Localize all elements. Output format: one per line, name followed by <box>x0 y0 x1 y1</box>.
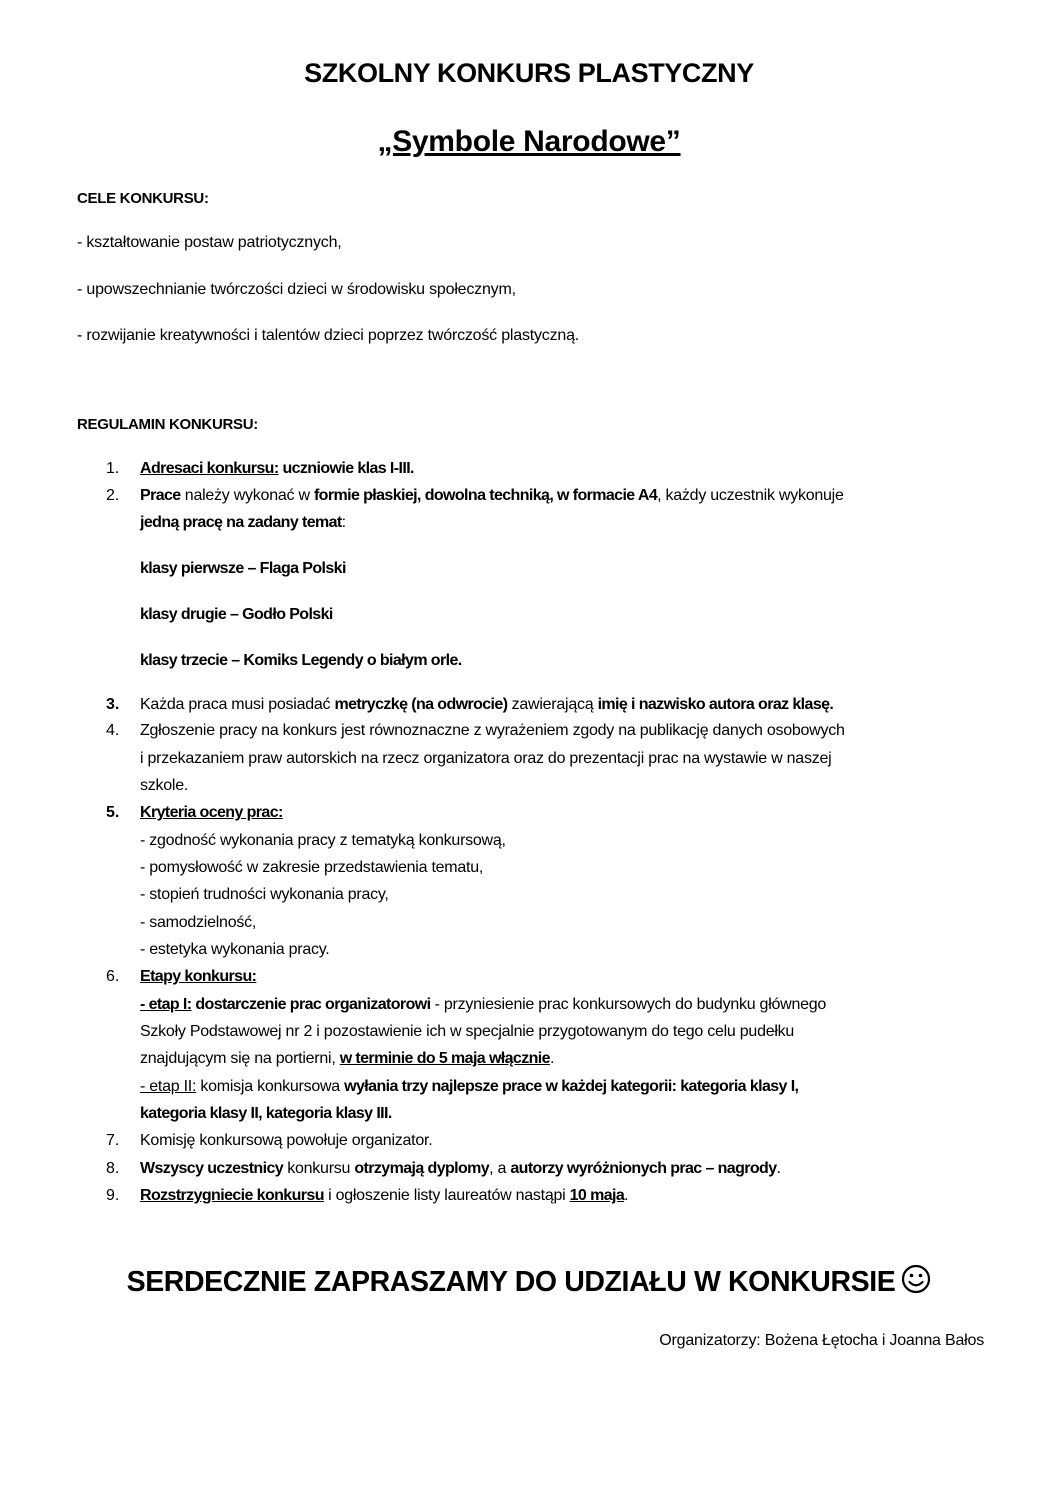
rule-number: 5. <box>106 804 120 821</box>
rule-2-part: , każdy uczestnik wykonuje <box>657 487 844 504</box>
rule-8-part: , a <box>489 1160 511 1177</box>
page-title: SZKOLNY KONKURS PLASTYCZNY <box>304 58 754 88</box>
theme-class-1: klasy pierwsze – Flaga Polski <box>140 560 346 577</box>
stage-1-line-2: Szkoły Podstawowej nr 2 i pozostawienie ich w specjalnie przygotowanym do tego celu pudełku <box>140 1023 795 1040</box>
rule-3-part: zawierającą <box>507 696 598 713</box>
rule-3 <box>140 696 833 714</box>
rule-7: Komisję konkursową powołuje organizator. <box>140 1132 433 1149</box>
rule-9 <box>140 1187 628 1205</box>
stage-2-line-1 <box>140 1078 798 1096</box>
stage-2-text: komisja konkursowa <box>196 1078 345 1095</box>
stage-2-line-2: kategoria klasy II, kategoria klasy III. <box>140 1105 392 1122</box>
rule-number: 3. <box>106 696 120 713</box>
rule-number: 8. <box>106 1160 120 1177</box>
rule-2-part: należy wykonać w <box>180 487 314 504</box>
rule-1-label: Adresaci konkursu: <box>140 460 279 477</box>
rule-number: 7. <box>106 1132 120 1149</box>
goal-item: - rozwijanie kreatywności i talentów dzieci poprzez twórczość plastyczną. <box>77 327 580 344</box>
invitation-banner <box>0 1264 1058 1302</box>
rule-8-part: otrzymają dyplomy <box>354 1160 490 1177</box>
rule-5-label: Kryteria oceny prac: <box>140 804 283 821</box>
stage-1-line-1 <box>140 996 826 1014</box>
rule-2-part: Prace <box>140 487 181 504</box>
rule-number: 6. <box>106 968 120 985</box>
rule-8-part: Wszyscy uczestnicy <box>140 1160 284 1177</box>
criteria-item: - pomysłowość w zakresie przedstawienia tematu, <box>140 859 484 876</box>
stage-2-text-bold: wyłania trzy najlepsze prace w każdej kategorii: kategoria klasy I, <box>344 1078 799 1095</box>
goals-heading: CELE KONKURSU: <box>77 190 209 207</box>
rule-8-part: autorzy wyróżnionych prac – nagrody <box>510 1160 777 1177</box>
rule-6-label: Etapy konkursu: <box>140 968 257 985</box>
rule-9-part: Rozstrzygniecie konkursu <box>140 1187 324 1204</box>
rule-number: 2. <box>106 487 120 504</box>
rule-1 <box>140 460 414 478</box>
rule-4-line: Zgłoszenie pracy na konkurs jest równoznaczne z wyrażeniem zgody na publikację danych osobowych <box>140 722 845 739</box>
criteria-item: - stopień trudności wykonania pracy, <box>140 886 389 903</box>
rules-heading: REGULAMIN KONKURSU: <box>77 416 258 433</box>
rule-2-part: jedną pracę na zadany temat <box>140 514 342 531</box>
rule-3-part: imię i nazwisko autora oraz klasę. <box>597 696 834 713</box>
page-subtitle: „Symbole Narodowe” <box>377 125 681 158</box>
organizers-line: Organizatorzy: Bożena Łętocha i Joanna Bałos <box>659 1332 984 1349</box>
rule-4-line: i przekazaniem praw autorskich na rzecz organizatora oraz do prezentacji prac na wystawie w naszej <box>140 750 832 767</box>
rule-3-part: Każda praca musi posiadać <box>140 696 335 713</box>
stage-1-text: - przyniesienie prac konkursowych do budynku głównego <box>430 996 827 1013</box>
rule-number: 4. <box>106 722 120 739</box>
stage-2-label: - etap II: <box>140 1078 197 1095</box>
stage-1-deadline: w terminie do 5 maja włącznie <box>339 1050 550 1067</box>
rule-9-part: 10 maja <box>569 1187 625 1204</box>
rule-9-part: i ogłoszenie listy laureatów nastąpi <box>323 1187 570 1204</box>
stage-1-label: - etap I: <box>140 996 192 1013</box>
stage-1-text: . <box>549 1050 555 1067</box>
criteria-item: - estetyka wykonania pracy. <box>140 941 330 958</box>
stage-1-line-3 <box>140 1050 554 1068</box>
rule-2-line-2 <box>140 514 346 532</box>
rule-number: 9. <box>106 1187 120 1204</box>
rule-4-line: szkole. <box>140 777 189 794</box>
rule-2-part: : <box>341 514 346 531</box>
rule-8-part: konkursu <box>283 1160 355 1177</box>
smiley-face-icon <box>901 1264 931 1302</box>
rule-9-part: . <box>624 1187 629 1204</box>
rule-3-part: metryczkę (na odwrocie) <box>334 696 508 713</box>
invitation-text: SERDECZNIE ZAPRASZAMY DO UDZIAŁU W KONKURSIE <box>126 1266 896 1298</box>
rule-1-text: uczniowie klas I-III. <box>278 460 414 477</box>
goal-item: - upowszechnianie twórczości dzieci w środowisku społecznym, <box>77 281 516 298</box>
stage-1-title: dostarczenie prac organizatorowi <box>191 996 431 1013</box>
theme-class-2: klasy drugie – Godło Polski <box>140 606 333 623</box>
rule-8-part: . <box>776 1160 781 1177</box>
goal-item: - kształtowanie postaw patriotycznych, <box>77 234 342 251</box>
criteria-item: - samodzielność, <box>140 914 257 931</box>
rule-2-part: formie płaskiej, dowolna techniką, w formacie A4 <box>313 487 658 504</box>
rule-8 <box>140 1160 781 1178</box>
theme-class-3: klasy trzecie – Komiks Legendy o białym orle. <box>140 652 462 669</box>
rule-2-line-1 <box>140 487 844 505</box>
rule-number: 1. <box>106 460 120 477</box>
criteria-item: - zgodność wykonania pracy z tematyką konkursową, <box>140 832 506 849</box>
stage-1-text: znajdującym się na portierni, <box>140 1050 340 1067</box>
